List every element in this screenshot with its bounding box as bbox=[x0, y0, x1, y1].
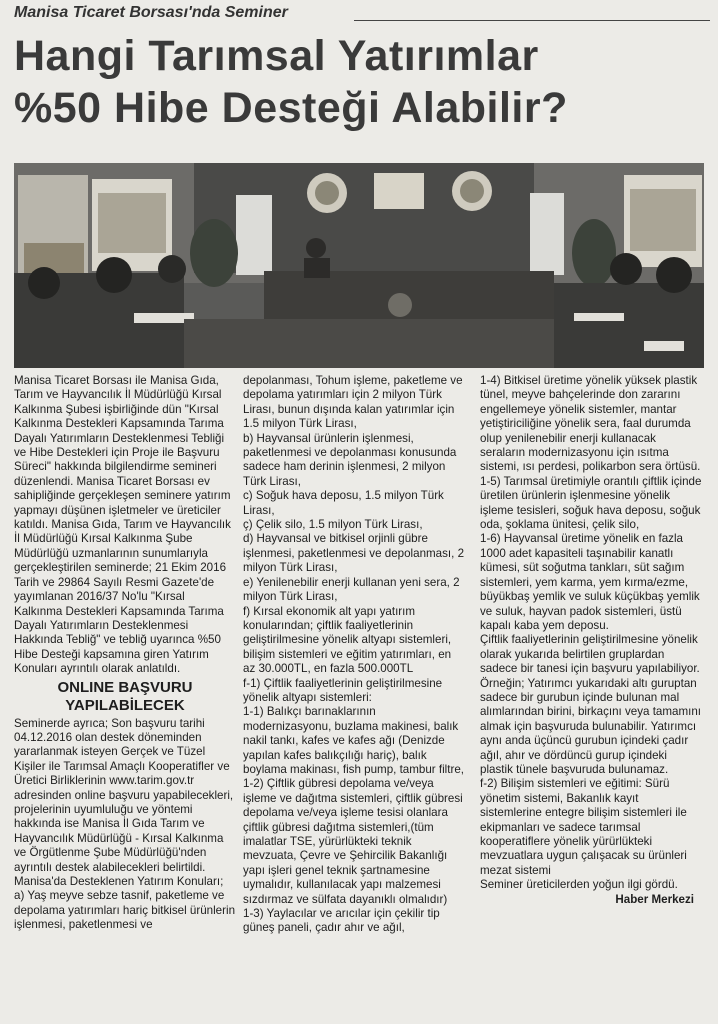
seminar-photo bbox=[14, 163, 704, 368]
article-column-2 bbox=[243, 374, 465, 936]
article-paragraph: 1-5) Tarımsal üretimiyle orantılı çiftlik içinde üretilen ürünlerin işlenmesine yönelik işleme tesisleri, soğuk hava deposu, soğuk oda, şoklama ünitesi, çelik silo, bbox=[480, 474, 702, 532]
article-paragraph: f) Kırsal ekonomik alt yapı yatırım konularından; çiftlik faaliyetlerinin geliştirilmesine yönelik altyapı sistemleri, bilişim sistemleri ve eğitim yatırımları, en az 30.000TL, en fazla 500.000TL bbox=[243, 604, 452, 676]
article-subhead-line-1: ONLINE BAŞVURU bbox=[57, 678, 193, 696]
article-column-3 bbox=[480, 374, 702, 907]
article-paragraph: 1-2) Çiftlik gübresi depolama ve/veya işleme ve dağıtma sistemleri, çiftlik gübresi depolama ve/veya işleme tesisi olanlara çiftlik gübresi dağıtma sistemleri,(tüm imalatlar TSE, yürürlükteki teknik mevzuata, Çevre ve Şehircilik Bakanlığı yapı işleri genel teknik şartnamesine uymalıdır, kullanılacak yapı malzemesi sızdırmaz ve sülfata dayanıklı olmalıdır) bbox=[243, 777, 463, 906]
article-body bbox=[14, 374, 708, 1016]
article-paragraph: e) Yenilenebilir enerji kullanan yeni sera, 2 milyon Türk Lirası, bbox=[243, 575, 460, 604]
article-paragraph: f-2) Bilişim sistemleri ve eğitimi: Sürü yönetim sistemi, Bakanlık kayıt sistemlerine entegre bilişim sistemleri ile ekipmanları ve sadece tarımsal kooperatiflere yönelik yürürlükteki mevzuatlara uygun çalışacak su ürünleri mezat sistemi bbox=[480, 777, 687, 877]
kicker: Manisa Ticaret Borsası'nda Seminer bbox=[14, 4, 288, 21]
article-signature: Haber Merkezi bbox=[615, 892, 694, 906]
article-paragraph: f-1) Çiftlik faaliyetlerinin geliştirilmesine yönelik altyapı sistemleri: bbox=[243, 676, 443, 704]
article-paragraph: d) Hayvansal ve bitkisel orjinli gübre işlenmesi, paketlenmesi ve depolanması, 2 milyon Türk Lirası, bbox=[243, 532, 465, 575]
article-paragraph: a) Yaş meyve sebze tasnif, paketleme ve depolama yatırımları hariç bitkisel ürünlerin işlenmesi, paketlenmesi ve bbox=[14, 889, 236, 932]
article-column-1 bbox=[14, 374, 236, 933]
article-paragraph: 1-6) Hayvansal üretime yönelik en fazla 1000 adet kapasiteli taşınabilir kanatlı kümesi, süt soğutma tankları, süt sağım sistemleri, yem karma, yem kırma/ezme, büyükbaş yemlik ve suluk küçükbaş yemlik ve suluk, hayvan padok sistemleri, üstü kapalı kaba yem deposu. bbox=[480, 532, 700, 632]
article-subhead-line-2: YAPILABİLECEK bbox=[65, 696, 185, 714]
article-paragraph: 1-3) Yaylacılar ve arıcılar için çekilir tip güneş paneli, çadır ahır ve ağıl, bbox=[243, 907, 440, 935]
article-paragraph: Manisa'da Desteklenen Yatırım Konuları; bbox=[14, 875, 224, 888]
article-subhead bbox=[14, 679, 236, 715]
article-paragraph: 1-4) Bitkisel üretime yönelik yüksek plastik tünel, meyve bahçelerinde don zararını engellemeye yönelik sistemler, mantar yetiştiriciliğine yönelik sera, faal durumda olup yenilenebilir enerji kullanacak seraların modernizasyonu için ısıtma sistemi, ısı perdesi, polikarbon sera örtüsü. bbox=[480, 374, 701, 474]
article-paragraph: Örneğin; Yatırımcı yukarıdaki altı guruptan sadece bir gurubun içinde bulunan mal alımlarından birini, birkaçını veya tamamını almak için başvuruda bulunabilir. Yatırımcı aynı anda üçüncü gurubun içindeki çadır ağıl, ahır ve dördüncü gurup içindeki plastik tünele başvuruda bulunamaz. bbox=[480, 676, 702, 776]
kicker-rule bbox=[354, 20, 710, 21]
article-paragraph: Manisa Ticaret Borsası ile Manisa Gıda, Tarım ve Hayvancılık İl Müdürlüğü Kırsal Kalkınma Şubesi işbirliğinde dün "Kırsal Kalkınma Destekleri Kapsamında Tarıma Dayalı Yatırımların Desteklenmesi Tebliği ve Hibe Destekleri için Proje ile Başvuru Süreci" hakkında bilgilendirme semineri düzenlendi. Manisa Ticaret Borsası ev sahipliğinde gerçekleşen seminere yatırım yapmayı düşünen işletmeler ve üreticiler katıldı. Manisa Gıda, Tarım ve Hayvancılık İl Müdürlüğü Kırsal Kalkınma Şube Müdürlüğü uzmanlarının sunumlarıyla gerçekleştirilen seminerde; 21 Ekim 2016 Tarih ve 29864 Sayılı Resmi Gazete'de yayımlanan 2016/37 No'lu "Kırsal Kalkınma Destekleri Kapsamında Tarıma Dayalı Yatırımların Desteklenmesi Hakkında Tebliğ" ve tebliğ uyarınca %50 Hibe Desteği kapsamına giren Yatırım Konuları ayrıntılı olarak anlatıldı. bbox=[14, 374, 231, 676]
article-paragraph: Seminer üreticilerden yoğun ilgi gördü. bbox=[480, 878, 678, 892]
headline bbox=[14, 30, 710, 134]
article-paragraph: depolanması, Tohum işleme, paketleme ve depolama yatırımları için 2 milyon Türk Lirası, bunun dışında kalan yatırımlar için 1.5 milyon Türk Lirası, bbox=[243, 374, 463, 431]
article-paragraph: ç) Çelik silo, 1.5 milyon Türk Lirası, bbox=[243, 518, 423, 532]
article-paragraph: Çiftlik faaliyetlerinin geliştirilmesine yönelik olarak yukarıda belirtilen gruplardan sadece bir tanesi için başvuru yapılabiliyor. bbox=[480, 633, 700, 676]
kicker-row bbox=[14, 4, 710, 26]
article-paragraph: Seminerde ayrıca; Son başvuru tarihi 04.12.2016 olan destek döneminden yararlanmak isteyen Gerçek ve Tüzel Kişiler ile Tarımsal Amaçlı Kooperatifler ve Üretici Birliklerinin www.tarim.gov.tr adresinden online başvuru yapabilecekleri, projelerinin uyumluluğu ve yöntemi hakkında ise Manisa İl Gıda Tarım ve Hayvancılık Müdürlüğü - Kırsal Kalkınma ve Örgütlenme Şube Müdürlüğü'nden ayrıntılı destek alabilecekleri belirtildi. bbox=[14, 716, 234, 874]
headline-line-2: %50 Hibe Desteği Alabilir? bbox=[14, 84, 568, 132]
headline-line-1: Hangi Tarımsal Yatırımlar bbox=[14, 32, 539, 80]
seminar-photo-image bbox=[14, 163, 704, 368]
article-paragraph: b) Hayvansal ürünlerin işlenmesi, paketlenmesi ve depolanması konusunda sadece ham derinin işlenmesi, 2 milyon Türk Lirası, bbox=[243, 431, 457, 488]
article-paragraph: c) Soğuk hava deposu, 1.5 milyon Türk Lirası, bbox=[243, 489, 444, 517]
article-paragraph: 1-1) Balıkçı barınaklarının modernizasyonu, buzlama makinesi, balık nakil tankı, kafes ve kafes ağı (Denizde yapılan kafes balıkçılığı hariç), balık boylama makinası, fish pump, tambur filtre, bbox=[243, 705, 465, 776]
